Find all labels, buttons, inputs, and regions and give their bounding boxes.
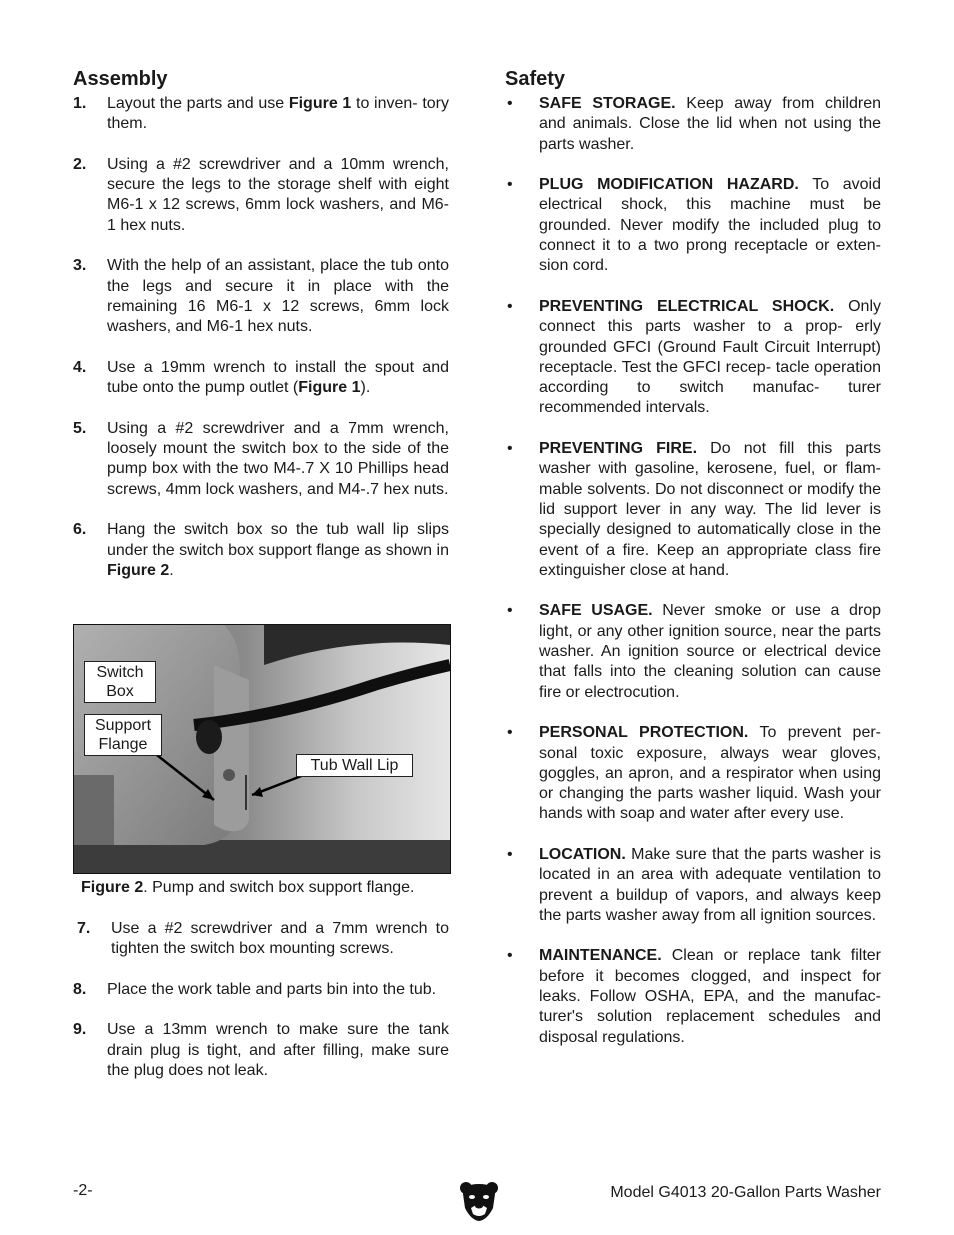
safety-item-text: LOCATION. Make sure that the parts washer is located in an area with adequate ventilation to prevent a buildup of vapors, and always keep the parts washer away from all ignition sources. [539,845,881,924]
step-text: Layout the parts and use Figure 1 to inven- tory them. [107,95,449,133]
safety-item [505,601,881,702]
assembly-step [73,358,449,399]
bullet-icon: • [507,440,513,458]
step-number: 6. [73,521,87,539]
safety-item-text: MAINTENANCE. Clean or replace tank filter before it becomes clogged, and inspect for leaks. Follow OSHA, EPA, and the manufac- turer's solution replacement schedules and disposal regulations. [539,947,881,1046]
safety-item-text: PREVENTING ELECTRICAL SHOCK. Only connect this parts washer to a prop- erly grounded GFCI (Ground Fault Circuit Interrupt) receptacle. Test the GFCI recep- tacle operation according to switch manufac- turer recommended intervals. [539,297,882,417]
safety-item-text: PREVENTING FIRE. Do not fill this parts washer with gasoline, kerosene, fuel, or flam- mable solvents. Do not disconnect or modify the lid support lever in any way. The lid lever is specially designed to automatically close in the event of a fire. Keep an appropriate class fire extinguisher close at hand. [539,440,881,579]
callout-switch-box: Switch Box [84,661,156,703]
safety-item [505,297,881,419]
safety-item-text: SAFE USAGE. Never smoke or use a drop light, or any other ignition source, near the parts washer. An ignition source or electrical device that falls into the cleaning solution can cause fire or electrocution. [539,602,881,701]
assembly-step [73,256,449,337]
step-text: Use a 13mm wrench to make sure the tank drain plug is tight, and after filling, make sure the plug does not leak. [107,1021,449,1080]
step-number: 2. [73,155,87,173]
step-text: Use a 19mm wrench to install the spout and tube onto the pump outlet (Figure 1). [107,358,449,397]
step-text: Hang the switch box so the tub wall lip slips under the switch box support flange as shown in Figure 2. [107,521,449,579]
callout-tub-wall-lip: Tub Wall Lip [296,754,413,777]
safety-item-text: PLUG MODIFICATION HAZARD. To avoid electrical shock, this machine must be grounded. Never modify the included plug to connect it to a two prong receptacle or exten- sion cord. [539,176,881,275]
step-number: 7. [77,920,91,937]
assembly-step [73,919,449,960]
figure-2-photo [73,624,451,874]
safety-item [505,723,881,824]
step-number: 8. [73,980,87,998]
bullet-icon: • [507,602,513,620]
safety-item [505,94,881,155]
safety-item [505,946,881,1047]
bullet-icon: • [507,297,513,315]
safety-item [505,439,881,581]
assembly-step [73,419,449,500]
bear-head-icon [459,1180,499,1222]
assembly-steps-list-2 [73,919,449,1081]
step-number: 1. [73,95,87,112]
assembly-step [73,94,449,135]
safety-item [505,175,881,276]
safety-heading: Safety [505,68,566,90]
step-text: Place the work table and parts bin into the tub. [107,980,437,998]
step-text: Use a #2 screwdriver and a 7mm wrench to tighten the switch box mounting screws. [111,920,449,958]
assembly-step [73,520,449,581]
model-name: Model G4013 20-Gallon Parts Washer [610,1184,881,1201]
assembly-step [73,980,449,1000]
safety-item-text: PERSONAL PROTECTION. To prevent per- sonal toxic exposure, always wear gloves, goggles, an apron, and a respirator when using or changing the parts washer liquid. Wash your hands with soap and water after every use. [539,724,882,823]
step-number: 3. [73,257,87,275]
assembly-steps-list [73,94,449,581]
callout-support-flange: Support Flange [84,714,162,756]
assembly-steps-after-figure [73,919,449,1102]
step-text: With the help of an assistant, place the tub onto the legs and secure it in place with the remaining 16 M6-1 x 12 screws, 6mm lock washers, and M6-1 hex nuts. [107,257,449,336]
safety-item [505,845,881,926]
bullet-icon: • [507,845,513,863]
step-text: Using a #2 screwdriver and a 10mm wrench, secure the legs to the storage shelf with eight M6-1 x 12 screws, 6mm lock washers, and M6-1 hex nuts. [107,155,449,234]
bullet-icon: • [507,95,513,112]
step-number: 4. [73,358,87,376]
step-number: 5. [73,419,87,437]
step-number: 9. [73,1021,87,1039]
assembly-step [73,1020,449,1081]
figure-2-caption: Figure 2. Pump and switch box support flange. [81,879,415,896]
step-text: Using a #2 screwdriver and a 7mm wrench, loosely mount the switch box to the side of the pump box with the two M4-.7 X 10 Phillips head screws, 4mm lock washers, and M4-.7 hex nuts. [107,419,449,498]
bullet-icon: • [507,947,513,965]
page-number: -2- [73,1182,93,1199]
bullet-icon: • [507,724,513,742]
assembly-heading: Assembly [73,68,168,90]
safety-list [505,94,881,1048]
assembly-section [73,66,449,601]
bullet-icon: • [507,176,513,194]
safety-item-text: SAFE STORAGE. Keep away from children and animals. Close the lid when not using the parts washer. [539,95,882,153]
assembly-step [73,155,449,236]
safety-section [505,66,881,1068]
